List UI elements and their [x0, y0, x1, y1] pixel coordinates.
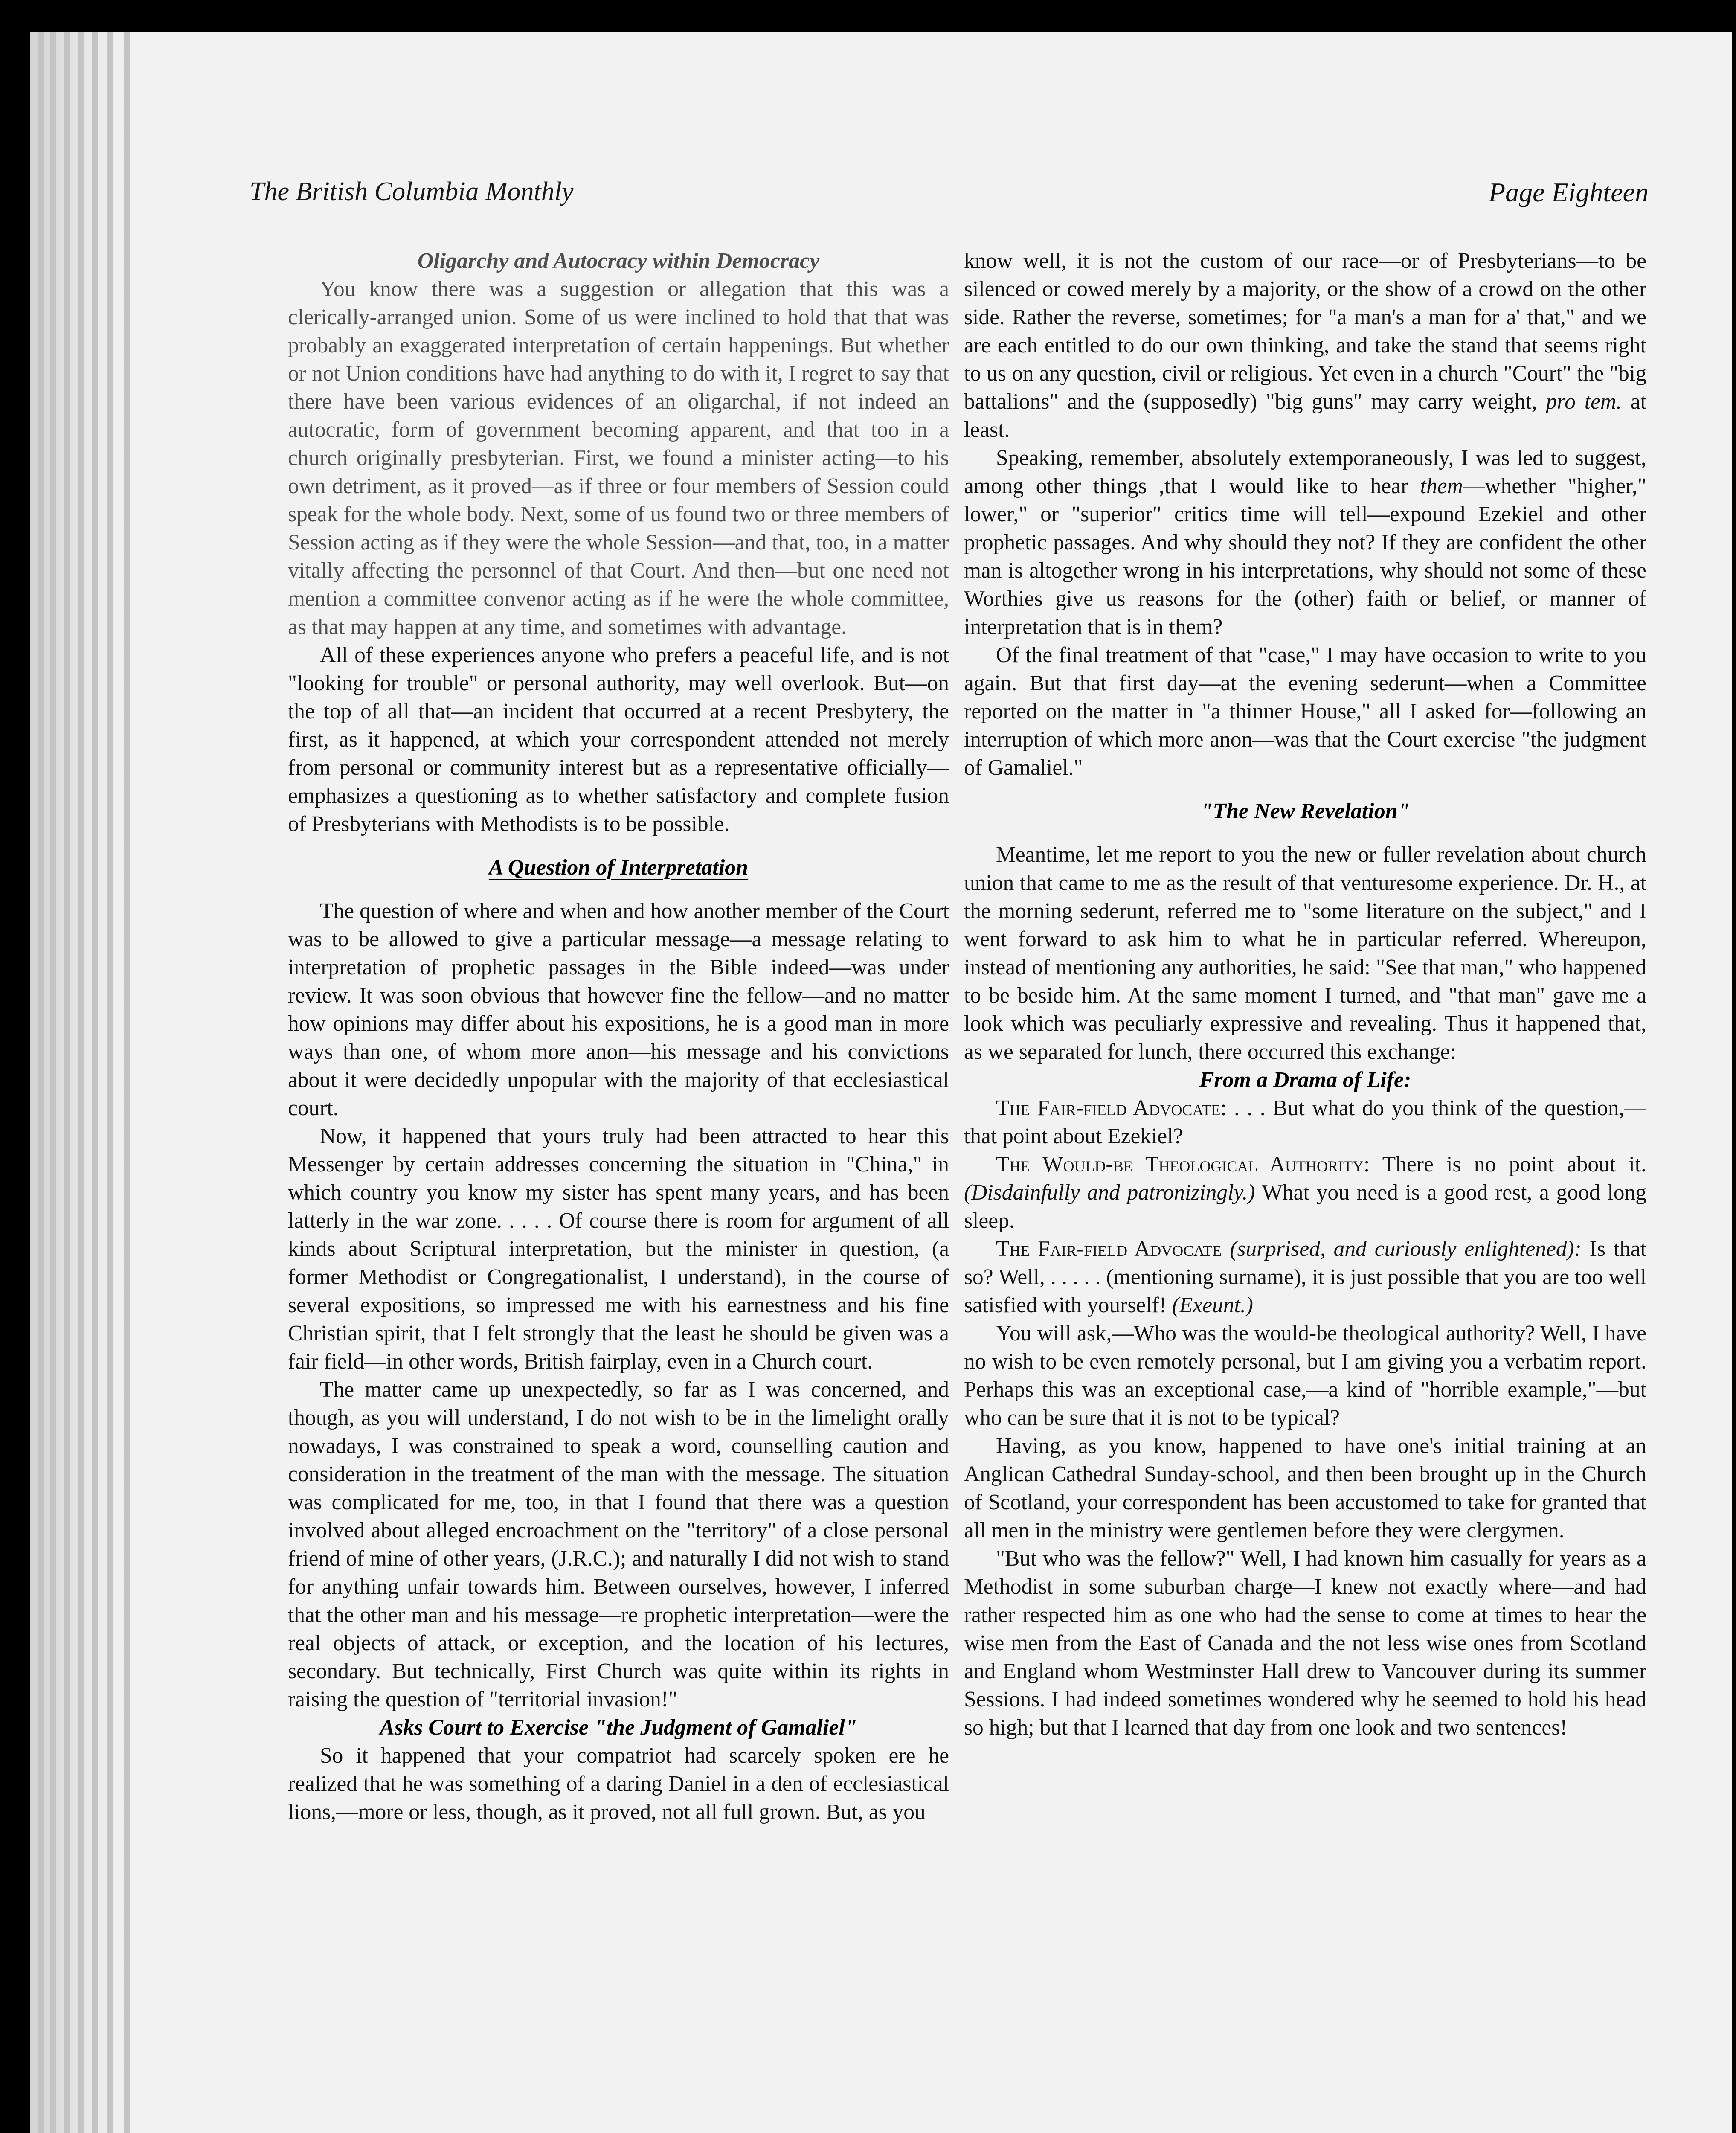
- stage-direction: (Disdainfully and patronizingly.): [964, 1180, 1255, 1205]
- speech: Is that so? Well, . . . . . (mentioning surname), it is just possible that you are too well satisfied with yourself!: [964, 1237, 1646, 1317]
- speaker-name: The Would-be Theological Authority: [996, 1152, 1364, 1177]
- paragraph: So it happened that your compatriot had scarcely spoken ere he realized that he was something of a daring Daniel in a den of ecclesiastical lions,—more or less, though, as it proved, not all full grown. But, as you: [288, 1744, 949, 1824]
- speech: What you need is a good rest, a good long sleep.: [964, 1180, 1646, 1233]
- paragraph: [964, 247, 1646, 444]
- dialogue-line: [964, 1151, 1646, 1235]
- paragraph: Of the final treatment of that "case," I may have occasion to write to you again. But that first day—at the evening sederunt—when a Committee reported on the matter in "a thinner House," all I asked for—following an interruption of which more anon—was that the Court exercise "the judgment of Gamaliel.": [964, 643, 1646, 780]
- scanned-page: [30, 32, 1732, 2133]
- page-edge: [50, 32, 56, 2133]
- page-edge: [124, 32, 130, 2133]
- page-edge: [92, 32, 98, 2133]
- paragraph: "But who was the fellow?" Well, I had known him casually for years as a Methodist in some suburban charge—I knew not exactly where—and had rather respected him as one who had the sense to come at times to hear the wise men from the East of Canada and the not less wise ones from Scotland and England whom Westminster Hall drew to Vancouver during its summer Sessions. I had indeed sometimes wondered why he seemed to hold his head so high; but that I learned that day from one look and two sentences!: [964, 1546, 1646, 1740]
- italic-text: them: [1420, 474, 1463, 498]
- section-heading: Oligarchy and Autocracy within Democracy: [417, 249, 820, 273]
- stage-direction: (surprised, and curiously enlightened):: [1230, 1237, 1582, 1261]
- paragraph: You will ask,—Who was the would-be theological authority? Well, I have no wish to be even remotely personal, but I am giving you a verbatim report. Perhaps this was an exceptional case,—a kind of "horrible example,"—but who can be sure that it is not to be typical?: [964, 1321, 1646, 1430]
- paragraph: [964, 444, 1646, 641]
- page-edge: [107, 32, 113, 2133]
- section-heading: A Question of Interpretation: [488, 855, 749, 880]
- left-column: [288, 247, 949, 2133]
- paragraph: The question of where and when and how another member of the Court was to be allowed to give a particular message—a message relating to interpretation of prophetic passages in the Bible indeed—was under review. It was soon obvious that however fine the fellow—and no matter how opinions may differ about his expositions, he is a good man in more ways than one, of whom more anon—his message and his convictions about it were decidedly unpopular with the majority of that ecclesiastical court.: [288, 899, 949, 1120]
- page-number: Page Eighteen: [1489, 177, 1649, 207]
- stage-direction: (Exeunt.): [1172, 1293, 1253, 1317]
- section-heading: From a Drama of Life:: [1199, 1068, 1411, 1092]
- page-edge: [64, 32, 70, 2133]
- publication-title: The British Columbia Monthly: [250, 177, 574, 206]
- speaker-name: The Fair-field Advocate: [996, 1237, 1222, 1261]
- paragraph: Now, it happened that yours truly had been attracted to hear this Messenger by certain addresses concerning the situation in "China," in which country you know my sister has spent many years, and has been latterly in the war zone. . . . . Of course there is room for argument of all kinds about Scriptural interpretation, but the minister in question, (a former Methodist or Congregationalist, I understand), in the course of several expositions, so impressed me with his earnestness and his fine Christian spirit, that I felt strongly that the least he should be given was a fair field—in other words, British fairplay, even in a Church court.: [288, 1124, 949, 1374]
- paragraph: You know there was a suggestion or allegation that this was a clerically-arranged union. Some of us were inclined to hold that that was probably an exaggerated interpretation of certain happenings. But whether or not Union conditions have had anything to do with it, I regret to say that there have been various evidences of an oligarchal, if not indeed an autocratic, form of government becoming apparent, and that too in a church originally presbyterian. First, we found a minister acting—to his own detriment, as it proved—as if three or four members of Session could speak for the whole body. Next, some of us found two or three members of Session acting as if they were the whole Session—and that, too, in a matter vitally affecting the personnel of that Court. And then—but one need not mention a committee convenor acting as if he were the whole committee, as that may happen at any time, and sometimes with advantage.: [288, 277, 949, 639]
- speech: : There is no point about it.: [1364, 1152, 1646, 1177]
- page-edge: [38, 32, 44, 2133]
- speaker-name: The Fair-field Advocate: [996, 1096, 1221, 1120]
- italic-text: pro tem.: [1546, 389, 1622, 414]
- text-run: know well, it is not the custom of our race—or of Presbyterians—to be silenced or cowed merely by a majority, or the show of a crowd on the other side. Rather the reverse, sometimes; for "a man's a man for a' that," and we are each entitled to do our own thinking, and take the stand that seems right to us on any question, civil or religious. Yet even in a church "Court" the "big battalions" and the (supposedly) "big guns" may carry weight,: [964, 249, 1646, 414]
- text-run: Speaking, remember, absolutely extemporaneously, I was led to suggest, among other things ,that I would like to hear: [964, 446, 1646, 498]
- speech: : . . . But what do you think of the question,—that point about Ezekiel?: [964, 1096, 1646, 1148]
- section-heading: Asks Court to Exercise "the Judgment of Gamaliel": [380, 1715, 857, 1740]
- running-header: [250, 177, 1649, 224]
- paragraph: All of these experiences anyone who prefers a peaceful life, and is not "looking for trouble" or personal authority, may well overlook. But—on the top of all that—an incident that occurred at a recent Presbytery, the first, as it happened, at which your correspondent attended not merely from personal or community interest but as a representative officially—emphasizes a questioning as to whether satisfactory and complete fusion of Presbyterians with Methodists is to be possible.: [288, 643, 949, 836]
- text-run: —whether "higher," lower," or "superior" critics time will tell—expound Ezekiel and other prophetic passages. And why should they not? If they are confident the other man is altogether wrong in his interpretations, why should not some of these Worthies give us reasons for the (other) faith or belief, or manner of interpretation that is in them?: [964, 474, 1646, 639]
- dialogue-line: [964, 1094, 1646, 1151]
- text-run: at least.: [964, 389, 1646, 442]
- paragraph: The matter came up unexpectedly, so far as I was concerned, and though, as you will understand, I do not wish to be in the limelight orally nowadays, I was constrained to speak a word, counselling caution and consideration in the treatment of the man with the message. The situation was complicated for me, too, in that I found that there was a question involved about alleged encroachment on the "territory" of a close personal friend of mine of other years, (J.R.C.); and naturally I did not wish to stand for anything unfair towards him. Between ourselves, however, I inferred that the other man and his message—re prophetic interpretation—were the real objects of attack, or exception, and the location of his lectures, secondary. But technically, First Church was quite within its rights in raising the question of "territorial invasion!": [288, 1377, 949, 1712]
- dialogue-line: [964, 1235, 1646, 1319]
- right-column: [964, 247, 1646, 2133]
- section-heading: "The New Revelation": [1200, 799, 1410, 823]
- paragraph: Having, as you know, happened to have one's initial training at an Anglican Cathedral Sunday-school, and then been brought up in the Church of Scotland, your correspondent has been accustomed to take for granted that all men in the ministry were gentlemen before they were clergymen.: [964, 1434, 1646, 1543]
- page-edge: [78, 32, 84, 2133]
- paragraph: Meantime, let me report to you the new or fuller revelation about church union that came to me as the result of that venturesome experience. Dr. H., at the morning sederunt, referred me to "some literature on the subject," and I went forward to ask him to what he in particular referred. Whereupon, instead of mentioning any authorities, he said: "See that man," who happened to be beside him. At the same moment I turned, and "that man" gave me a look which was peculiarly expressive and revealing. Thus it happened that, as we separated for lunch, there occurred this exchange:: [964, 843, 1646, 1064]
